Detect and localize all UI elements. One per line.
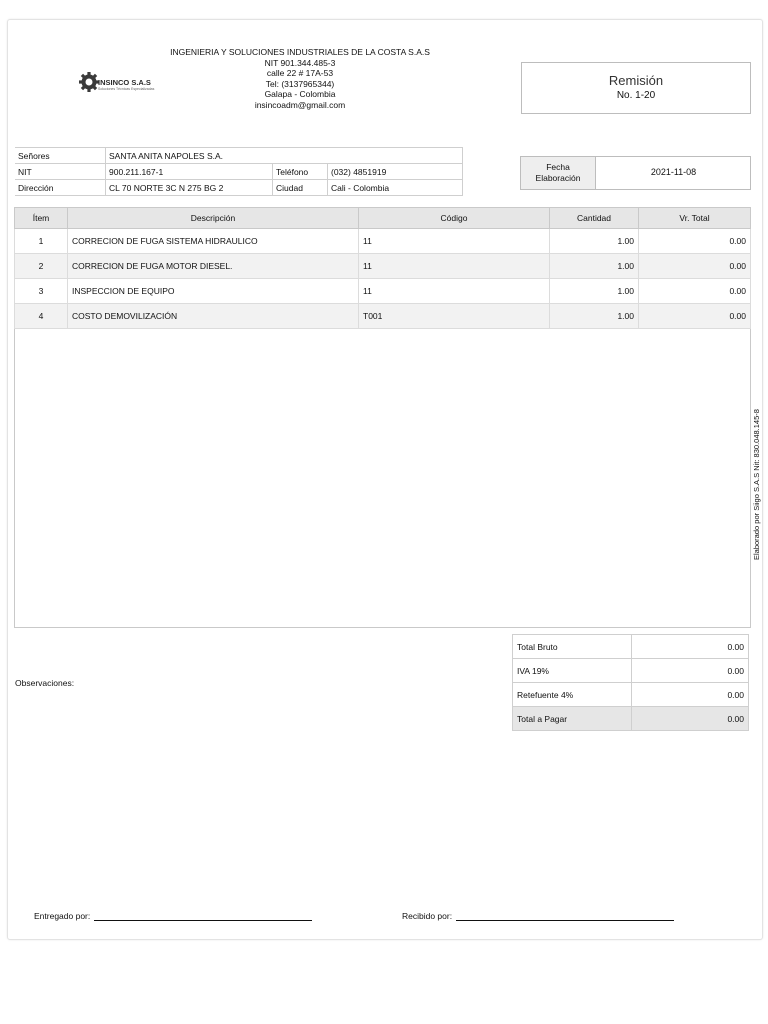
siigo-side-note: Elaborado por Siigo S.A.S Nit: 830.048.145-8 <box>752 409 761 560</box>
row-total: 0.00 <box>639 254 751 279</box>
row-item: 4 <box>15 304 68 329</box>
totals-table <box>512 634 749 731</box>
row-cantidad: 1.00 <box>550 254 639 279</box>
recibido-signature <box>402 911 674 921</box>
header-total: Vr. Total <box>639 208 751 229</box>
row-cantidad: 1.00 <box>550 279 639 304</box>
row-descripcion: CORRECION DE FUGA MOTOR DIESEL. <box>68 254 359 279</box>
header-item: Ítem <box>15 208 68 229</box>
total-pagar-row <box>513 707 749 731</box>
date-label <box>521 157 596 189</box>
document-number: No. 1-20 <box>616 90 656 101</box>
table-row <box>15 279 751 304</box>
date-label-line2: Elaboración <box>535 173 581 183</box>
table-row <box>15 304 751 329</box>
retefuente-label: Retefuente 4% <box>513 683 632 707</box>
company-city: Galapa - Colombia <box>264 89 336 99</box>
row-total: 0.00 <box>639 229 751 254</box>
row-total: 0.00 <box>639 279 751 304</box>
total-bruto-label: Total Bruto <box>513 635 632 659</box>
logo-text: INSINCO S.A.S <box>98 78 151 87</box>
items-table <box>14 207 751 329</box>
logo-subtitle: Soluciones Técnicas Especializadas <box>98 87 155 91</box>
date-label-line1: Fecha <box>546 162 570 172</box>
company-email: insincoadm@gmail.com <box>254 99 346 110</box>
row-codigo: T001 <box>359 304 550 329</box>
row-cantidad: 1.00 <box>550 304 639 329</box>
company-address: calle 22 # 17A-53 <box>266 68 334 78</box>
header-codigo: Código <box>359 208 550 229</box>
document-title: Remisión <box>608 73 664 88</box>
row-codigo: 11 <box>359 229 550 254</box>
company-name: INGENIERIA Y SOLUCIONES INDUSTRIALES DE LA COSTA S.A.S <box>170 47 430 57</box>
document-type-box <box>521 62 751 114</box>
row-codigo: 11 <box>359 254 550 279</box>
row-item: 1 <box>15 229 68 254</box>
iva-label: IVA 19% <box>513 659 632 683</box>
iva-row <box>513 659 749 683</box>
telefono-label: Teléfono <box>273 164 328 180</box>
total-bruto-value: 0.00 <box>632 635 749 659</box>
entregado-signature <box>34 911 312 921</box>
row-descripcion: INSPECCION DE EQUIPO <box>68 279 359 304</box>
senores-label: Señores <box>15 148 106 164</box>
header-descripcion: Descripción <box>68 208 359 229</box>
row-codigo: 11 <box>359 279 550 304</box>
ciudad-label: Ciudad <box>273 180 328 196</box>
total-pagar-value: 0.00 <box>632 707 749 731</box>
nit-label: NIT <box>15 164 106 180</box>
table-row <box>15 254 751 279</box>
nit-value: 900.211.167-1 <box>106 164 273 180</box>
row-total: 0.00 <box>639 304 751 329</box>
telefono-value: (032) 4851919 <box>328 164 463 180</box>
total-bruto-row <box>513 635 749 659</box>
row-item: 2 <box>15 254 68 279</box>
header-cantidad: Cantidad <box>550 208 639 229</box>
iva-value: 0.00 <box>632 659 749 683</box>
direccion-label: Dirección <box>15 180 106 196</box>
row-descripcion: COSTO DEMOVILIZACIÓN <box>68 304 359 329</box>
row-item: 3 <box>15 279 68 304</box>
elaboration-date-box <box>520 156 751 190</box>
senores-value: SANTA ANITA NAPOLES S.A. <box>106 148 463 164</box>
direccion-value: CL 70 NORTE 3C N 275 BG 2 <box>106 180 273 196</box>
items-header-row <box>15 208 751 229</box>
date-value: 2021-11-08 <box>650 167 697 177</box>
table-row <box>15 229 751 254</box>
retefuente-row <box>513 683 749 707</box>
company-nit: NIT 901.344.485-3 <box>264 57 336 68</box>
row-cantidad: 1.00 <box>550 229 639 254</box>
retefuente-value: 0.00 <box>632 683 749 707</box>
observaciones-label: Observaciones: <box>15 678 75 688</box>
company-header <box>150 47 450 110</box>
recibido-signature-line <box>456 911 674 921</box>
customer-info-table <box>15 147 463 196</box>
row-descripcion: CORRECION DE FUGA SISTEMA HIDRAULICO <box>68 229 359 254</box>
total-pagar-label: Total a Pagar <box>513 707 632 731</box>
ciudad-value: Cali - Colombia <box>328 180 463 196</box>
recibido-label: Recibido por: <box>402 911 453 921</box>
entregado-label: Entregado por: <box>34 911 91 921</box>
entregado-signature-line <box>94 911 312 921</box>
company-phone: Tel: (3137965344) <box>265 78 335 89</box>
